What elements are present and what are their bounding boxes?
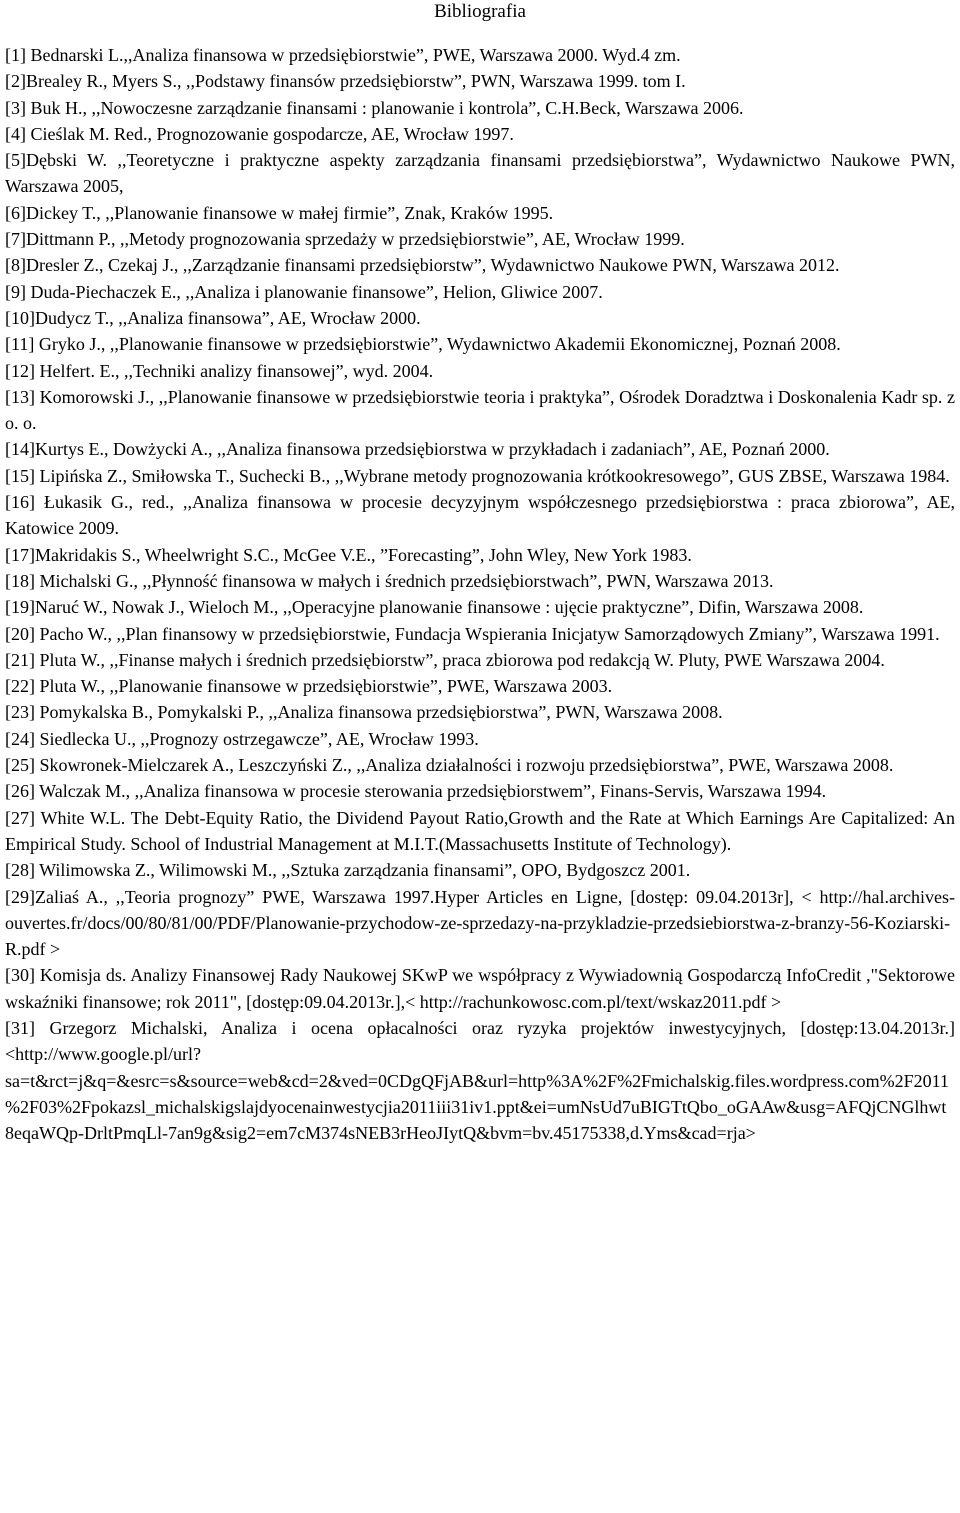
reference-14: [14]Kurtys E., Dowżycki A., ,,Analiza finansowa przedsiębiorstwa w przykładach i zadaniach”, AE, Poznań 2000. [5,439,830,460]
reference-17: [17]Makridakis S., Wheelwright S.C., McGee V.E., ”Forecasting”, John Wley, New York 1983. [5,544,692,565]
reference-24: [24] Siedlecka U., ,,Prognozy ostrzegawcze”, AE, Wrocław 1993. [5,728,479,749]
reference-28: [28] Wilimowska Z., Wilimowski M., ,,Sztuka zarządzania finansami”, OPO, Bydgoszcz 2001. [5,860,691,881]
reference-6: [6]Dickey T., ,,Planowanie finansowe w małej firmie”, Znak, Kraków 1995. [5,202,554,223]
reference-22: [22] Pluta W., ,,Planowanie finansowe w przedsiębiorstwie”, PWE, Warszawa 2003. [5,676,613,697]
reference-9: [9] Duda-Piechaczek E., ,,Analiza i planowanie finansowe”, Helion, Gliwice 2007. [5,281,603,302]
reference-7: [7]Dittmann P., ,,Metody prognozowania sprzedaży w przedsiębiorstwie”, AE, Wrocław 1999. [5,229,685,250]
reference-27: [27] White W.L. The Debt-Equity Ratio, the Dividend Payout Ratio,Growth and the Rate at Which Earnings Are Capitalized: An Empirical Study. School of Industrial Management at M.I.T.(Massachusetts Institute of Technology). [5,807,955,854]
reference-10: [10]Dudycz T., ,,Analiza finansowa”, AE, Wrocław 2000. [5,307,421,328]
reference-13: [13] Komorowski J., ,,Planowanie finansowe w przedsiębiorstwie teoria i praktyka”, Ośrodek Doradztwa i Doskonalenia Kadr sp. z o. o. [5,386,955,434]
reference-30: [30] Komisja ds. Analizy Finansowej Rady Naukowej SKwP we współpracy z Wywiadownią Gospodarczą InfoCredit ,"Sektorowe wskaźniki finansowe; rok 2011", [dostęp:09.04.2013r.],< http://rachunkowosc.com.pl/text/wskaz2011.pdf > [5,965,955,1012]
reference-15: [15] Lipińska Z., Smiłowska T., Suchecki B., ,,Wybrane metody prognozowania krótkookresowego”, GUS ZBSE, Warszawa 1984. [5,465,950,486]
reference-8: [8]Dresler Z., Czekaj J., ,,Zarządzanie finansami przedsiębiorstw”, Wydawnictwo Naukowe PWN, Warszawa 2012. [5,255,840,276]
reference-26: [26] Walczak M., ,,Analiza finansowa w procesie sterowania przedsiębiorstwem”, Finans-Servis, Warszawa 1994. [5,781,827,802]
reference-12: [12] Helfert. E., ,,Techniki analizy finansowej”, wyd. 2004. [5,360,434,381]
page-title: Bibliografia [434,1,526,22]
reference-11: [11] Gryko J., ,,Planowanie finansowe w przedsiębiorstwie”, Wydawnictwo Akademii Ekonomicznej, Poznań 2008. [5,334,841,355]
document-page [5,0,955,1146]
reference-29: [29]Zaliaś A., ,,Teoria prognozy” PWE, Warszawa 1997.Hyper Articles en Ligne, [dostęp: 09.04.2013r], < http://hal.archives-ouvertes.fr/docs/00/80/81/00/PDF/Planowanie-przychodow-ze-sprzedazy-na-przykladzie-przedsiebiorstwa-z-branzy-56-Koziarski-R.pdf > [5,886,955,960]
reference-1: [1] Bednarski L.,,Analiza finansowa w przedsiębiorstwie”, PWE, Warszawa 2000. Wyd.4 zm. [5,45,681,65]
reference-21: [21] Pluta W., ,,Finanse małych i średnich przedsiębiorstw”, praca zbiorowa pod redakcją W. Pluty, PWE Warszawa 2004. [5,649,885,670]
reference-3: [3] Buk H., ,,Nowoczesne zarządzanie finansami : planowanie i kontrola”, C.H.Beck, Warszawa 2006. [5,97,744,118]
reference-23: [23] Pomykalska B., Pomykalski P., ,,Analiza finansowa przedsiębiorstwa”, PWN, Warszawa 2008. [5,702,723,723]
reference-19: [19]Naruć W., Nowak J., Wieloch M., ,,Operacyjne planowanie finansowe : ujęcie praktyczne”, Difin, Warszawa 2008. [5,597,864,618]
reference-20: [20] Pacho W., ,,Plan finansowy w przedsiębiorstwie, Fundacja Wspierania Inicjatyw Samorządowych Zmiany”, Warszawa 1991. [5,623,940,644]
reference-5: [5]Dębski W. ,,Teoretyczne i praktyczne aspekty zarządzania finansami przedsiębiorstwa”, Wydawnictwo Naukowe PWN, Warszawa 2005, [5,150,955,197]
reference-25: [25] Skowronek-Mielczarek A., Leszczyński Z., ,,Analiza działalności i rozwoju przedsiębiorstwa”, PWE, Warszawa 2008. [5,755,894,776]
reference-18: [18] Michalski G., ,,Płynność finansowa w małych i średnich przedsiębiorstwach”, PWN, Warszawa 2013. [5,570,774,591]
bibliography-list [5,42,955,1146]
reference-2: [2]Brealey R., Myers S., ,,Podstawy finansów przedsiębiorstw”, PWN, Warszawa 1999. tom I. [5,71,686,92]
reference-16: [16] Łukasik G., red., ,,Analiza finansowa w procesie decyzyjnym współczesnego przedsiębiorstwa : praca zbiorowa”, AE, Katowice 2009. [5,492,955,539]
reference-31: [31] Grzegorz Michalski, Analiza i ocena opłacalności oraz ryzyka projektów inwestycyjnych, [dostęp:13.04.2013r.]<http://www.google.pl/url?sa=t&rct=j&q=&esrc=s&source=web&cd=2&ved=0CDgQFjAB&url=http%3A%2F%2Fmichalskig.files.wordpress.com%2F2011%2F03%2Fpokazsl_michalskigslajdyocenainwestycjia2011iii31iv1.ppt&ei=umNsUd7uBIGTtQbo_oGAAw&usg=AFQjCNGlhwt8eqaWQp-DrltPmqLl-7an9g&sig2=em7cM374sNEB3rHeoJIytQ&bvm=bv.45175338,d.Yms&cad=rja> [5,1017,955,1144]
reference-4: [4] Cieślak M. Red., Prognozowanie gospodarcze, AE, Wrocław 1997. [5,123,514,144]
